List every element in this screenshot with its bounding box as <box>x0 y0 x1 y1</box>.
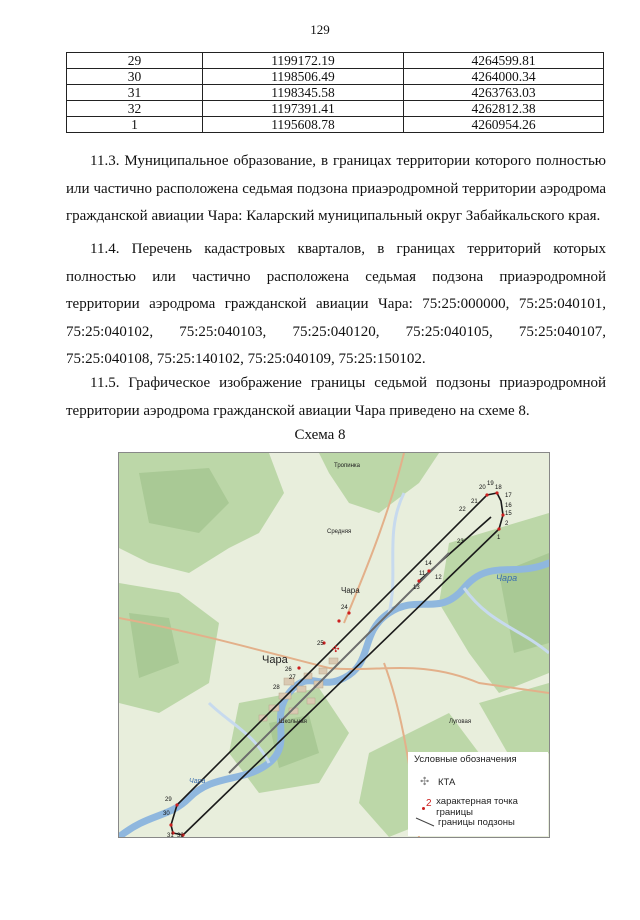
paragraph-11-3 <box>66 148 606 231</box>
table-cell-point: 29 <box>67 53 203 69</box>
legend-row-point <box>414 796 548 818</box>
map-legend <box>408 752 548 836</box>
table-cell-point: 1 <box>67 117 203 133</box>
paragraph-11-3-text: 11.3. Муниципальное образование, в границах территории которого полностью или частично расположена седьмая подзона приаэродромной территории аэродрома гражданской авиации Чара: Каларский муниципальный округ Забайкальского края. <box>66 153 606 224</box>
point-label-12: 12 <box>435 575 442 581</box>
legend-title: Условные обозначения <box>414 754 517 765</box>
table-cell-y: 4264000.34 <box>404 69 604 85</box>
town-label-main: Чара <box>262 654 288 666</box>
table-cell-y: 4264599.81 <box>404 53 604 69</box>
legend-point-label: характерная точка границы <box>436 796 518 818</box>
boundary-point-icon <box>414 798 436 813</box>
legend-row-boundary <box>414 816 515 828</box>
point-label-27: 27 <box>289 675 296 681</box>
kta-marker-icon: ✣ <box>332 644 340 654</box>
table-cell-x: 1198345.58 <box>203 85 404 101</box>
paragraph-11-4-text: 11.4. Перечень кадастровых кварталов, в границах территорий которых полностью или частично расположена седьмая подзона приаэродромной территории аэродрома гражданской авиации Чара: 75:25:000000, 75:25:040101, 75:25:040102, 75:25:040103, 75:25:040120, 75:25:040105, 75:25:040107, 75:25:040108, 75:25:140102, 75:25:040109, 75:25:150102. <box>66 241 606 367</box>
point-label-18: 18 <box>495 485 502 491</box>
kta-icon: ✣ <box>420 776 430 788</box>
boundary-line-icon <box>414 816 438 828</box>
paragraph-11-5-text: 11.5. Графическое изображение границы седьмой подзоны приаэродромной территории аэродрома гражданской авиации Чара приведено на схеме 8. <box>66 375 606 419</box>
paragraph-11-4 <box>66 236 606 374</box>
table-cell-point: 30 <box>67 69 203 85</box>
point-label-23: 23 <box>457 539 464 545</box>
point-label-29: 29 <box>165 797 172 803</box>
point-label-24: 24 <box>341 605 348 611</box>
point-label-30: 30 <box>163 811 170 817</box>
point-label-21: 21 <box>471 499 478 505</box>
legend-boundary-label: границы подзоны <box>438 816 515 828</box>
point-label-14: 14 <box>425 561 432 567</box>
legend-point-symbol: 2 <box>426 798 432 809</box>
river-label: Чара <box>496 573 518 583</box>
point-label-15: 15 <box>505 511 512 517</box>
table-cell-x: 1195608.78 <box>203 117 404 133</box>
table-cell-y: 4260954.26 <box>404 117 604 133</box>
table-row <box>67 53 604 69</box>
point-label-32: 32 <box>177 833 184 837</box>
point-label-17: 17 <box>505 493 512 499</box>
legend-kta-label: КТА <box>438 776 456 788</box>
place-label-1: Школьная <box>279 719 307 725</box>
point-label-26: 26 <box>285 667 292 673</box>
table-cell-point: 32 <box>67 101 203 117</box>
table-row <box>67 117 604 133</box>
table-cell-y: 4262812.38 <box>404 101 604 117</box>
table-row <box>67 85 604 101</box>
table-cell-x: 1197391.41 <box>203 101 404 117</box>
scheme-title: Схема 8 <box>294 427 346 443</box>
point-label-28: 28 <box>273 685 280 691</box>
point-label-1: 1 <box>497 535 501 541</box>
table-row <box>67 69 604 85</box>
point-label-22: 22 <box>459 507 466 513</box>
point-label-13: 13 <box>413 585 420 591</box>
paragraph-11-5 <box>66 370 606 425</box>
legend-row-kta <box>414 776 455 788</box>
table-cell-y: 4263763.03 <box>404 85 604 101</box>
point-label-11: 11 <box>419 571 426 577</box>
place-label-4: Луговая <box>449 719 472 725</box>
point-label-20: 20 <box>479 485 486 491</box>
table-row <box>67 101 604 117</box>
coordinates-table <box>66 52 604 133</box>
point-label-16: 16 <box>505 503 512 509</box>
point-label-25: 25 <box>317 641 324 647</box>
table-cell-x: 1198506.49 <box>203 69 404 85</box>
table-cell-point: 31 <box>67 85 203 101</box>
river-label-2: Чара <box>189 778 206 785</box>
point-label-31: 31 <box>167 833 174 837</box>
page-number: 129 <box>310 22 330 37</box>
place-label-3: Тропинка <box>334 463 361 469</box>
table-cell-x: 1199172.19 <box>203 53 404 69</box>
point-label-19: 19 <box>487 481 494 487</box>
point-label-2: 2 <box>505 521 509 527</box>
place-label-2: Средняя <box>327 529 352 535</box>
town-label-upper: Чара <box>341 586 360 595</box>
